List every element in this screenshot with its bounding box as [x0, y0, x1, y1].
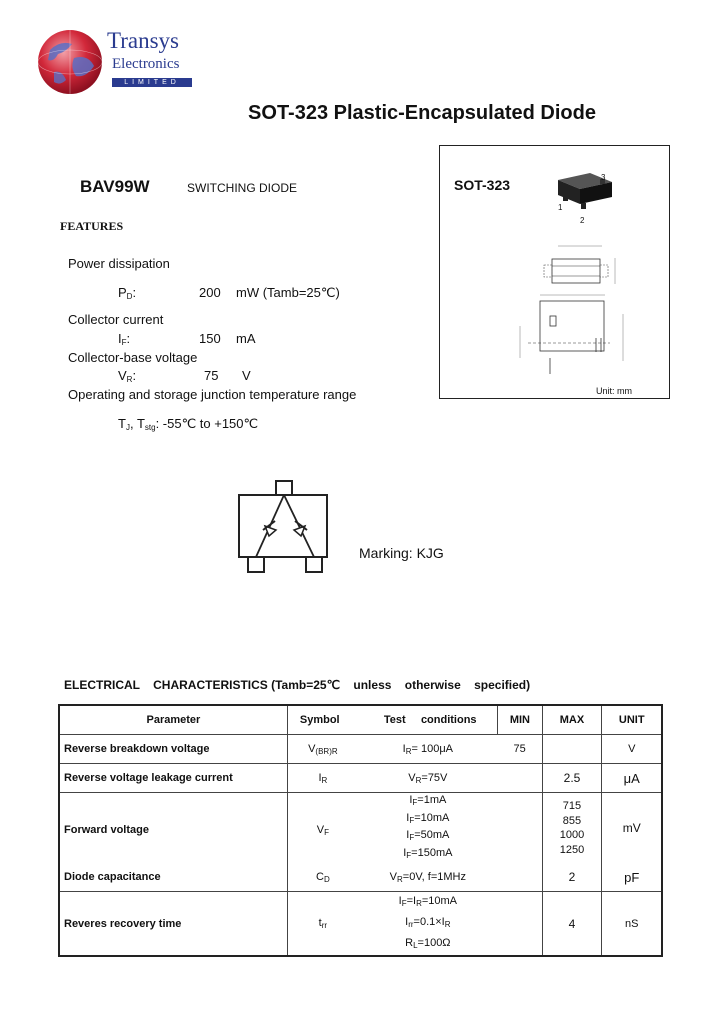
- row-max: 2.5: [542, 764, 602, 793]
- logo-sub: Electronics: [112, 56, 180, 72]
- cond-line: $I_F=I_R=10mA$: [398, 895, 458, 908]
- power-label: Power dissipation: [68, 256, 170, 271]
- cond-line: $I_F=1mA$: [409, 794, 447, 807]
- pd-spec: $P_D$:: [118, 285, 137, 301]
- row-symbol: $C_D$: [287, 863, 358, 892]
- package-box: [439, 145, 670, 399]
- globe-icon: [36, 28, 104, 96]
- header-min: MIN: [498, 705, 542, 735]
- table-header-row: [59, 705, 662, 735]
- row-unit: nS: [602, 892, 662, 957]
- table-row: [59, 892, 662, 957]
- row-unit: pF: [602, 863, 662, 892]
- if-unit: mA: [236, 331, 256, 346]
- page-title: SOT-323 Plastic-Encapsulated Diode: [248, 102, 596, 124]
- row-unit: V: [602, 735, 662, 764]
- max-value: 1250: [559, 843, 585, 856]
- temp-spec: $T_J$, $T_{stg}$: -55℃ to +150℃: [118, 416, 259, 432]
- vr-value: 75: [204, 368, 219, 383]
- cond-line: $I_F=150mA$: [403, 846, 453, 860]
- package-name: SOT-323: [454, 177, 511, 193]
- header-test: Test conditions: [358, 705, 498, 735]
- row-symbol: $I_R$: [287, 764, 358, 793]
- row-max: 4: [542, 892, 602, 957]
- row-max: [542, 735, 602, 764]
- cond-line: $I_F=10mA$: [406, 811, 450, 825]
- pd-unit: mW (Tamb=25℃): [236, 285, 340, 300]
- unit-note: Unit: mm: [596, 386, 632, 396]
- row-max: 2: [542, 863, 602, 892]
- row-cond: [358, 892, 498, 957]
- row-cond: [358, 793, 498, 864]
- part-type: SWITCHING DIODE: [187, 181, 297, 195]
- if-spec: $I_F$:: [118, 331, 131, 347]
- pd-value: 200: [199, 285, 221, 300]
- vr-spec: $V_R$:: [118, 368, 137, 384]
- row-unit: mV: [602, 793, 662, 864]
- row-param: Reveres recovery time: [59, 892, 287, 957]
- max-value: 855: [562, 814, 582, 827]
- pin-2-label: 2: [580, 216, 585, 225]
- row-cond: $V_R=0V$, f=1MHz: [358, 863, 498, 892]
- table-row: [59, 863, 662, 892]
- current-label: Collector current: [68, 312, 164, 327]
- header-max: MAX: [542, 705, 602, 735]
- row-cond: $I_R= 100\mu A$: [358, 735, 498, 764]
- row-unit: μA: [602, 764, 662, 793]
- logo-name: Transys: [107, 28, 180, 53]
- logo-tag: LIMITED: [112, 78, 192, 87]
- table-row: [59, 764, 662, 793]
- row-param: Diode capacitance: [59, 863, 287, 892]
- row-symbol: $V_{(BR)R}$: [287, 735, 358, 764]
- row-max: [542, 793, 602, 864]
- header-parameter: Parameter: [59, 705, 287, 735]
- cond-line: $R_L=100\Omega$: [405, 937, 451, 950]
- header-symbol: Symbol: [287, 705, 358, 735]
- table-row: [59, 793, 662, 864]
- row-param: Forward voltage: [59, 793, 287, 864]
- row-symbol: $V_F$: [287, 793, 358, 864]
- row-min: [498, 892, 542, 957]
- row-symbol: $t_{rr}$: [287, 892, 358, 957]
- table-row: [59, 735, 662, 764]
- row-param: Reverse breakdown voltage: [59, 735, 287, 764]
- row-min: [498, 793, 542, 864]
- marking-schematic: [235, 478, 335, 578]
- row-min: [498, 764, 542, 793]
- cond-line: $I_{rr}=0.1\times I_R$: [405, 916, 451, 929]
- row-min: [498, 863, 542, 892]
- max-value: 1000: [559, 829, 585, 841]
- part-number: BAV99W: [80, 177, 150, 196]
- pin-1-label: 1: [558, 203, 563, 212]
- temp-label: Operating and storage junction temperature range: [68, 387, 357, 402]
- features-heading: FEATURES: [60, 219, 124, 233]
- max-value: 715: [562, 800, 582, 812]
- ec-heading: ELECTRICAL CHARACTERISTICS (Tamb=25℃ unless otherwise specified): [64, 678, 531, 692]
- marking-text: Marking: KJG: [359, 545, 444, 561]
- if-value: 150: [199, 331, 221, 346]
- header-unit: UNIT: [602, 705, 662, 735]
- company-logo: [36, 28, 206, 98]
- pin-3-label: 3: [601, 173, 606, 182]
- package-drawing: [440, 146, 669, 398]
- characteristics-table: [58, 704, 663, 957]
- row-cond: $V_R=75V$: [358, 764, 498, 793]
- row-param: Reverse voltage leakage current: [59, 764, 287, 793]
- cond-line: $I_F=50mA$: [406, 829, 450, 842]
- voltage-label: Collector-base voltage: [68, 350, 198, 365]
- vr-unit: V: [242, 368, 251, 383]
- row-min: 75: [498, 735, 542, 764]
